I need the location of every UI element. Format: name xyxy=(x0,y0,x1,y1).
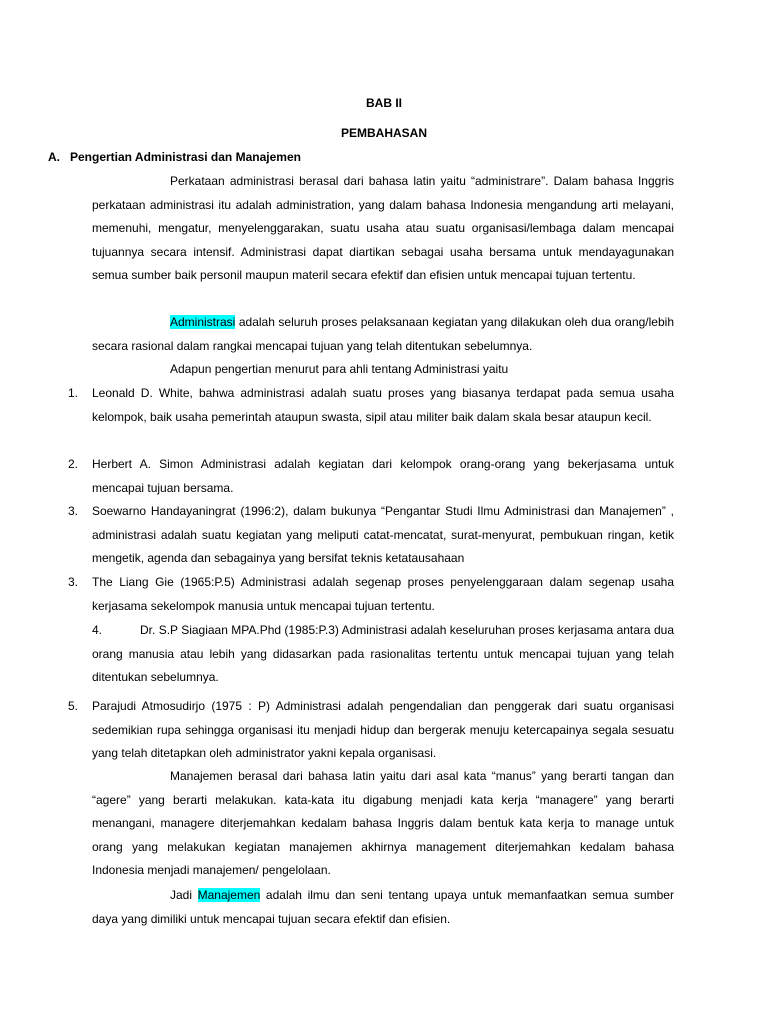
paragraph-manajemen-definition-text: adalah ilmu dan seni tentang upaya untuk memanfaatkan semua sumber daya yang dimiliki untuk mencapai tujuan secara efektif dan efisien. xyxy=(92,888,674,926)
paragraph-manajemen-prefix: Jadi xyxy=(170,888,198,902)
paragraph-manajemen-definition xyxy=(92,884,674,931)
section-title: Pengertian Administrasi dan Manajemen xyxy=(70,150,301,164)
chapter-subtitle: PEMBAHASAN xyxy=(340,126,427,140)
list-item xyxy=(68,695,674,766)
list-item-text: Herbert A. Simon Administrasi adalah kegiatan dari kelompok orang-orang yang bekerjasama untuk mencapai tujuan bersama. xyxy=(92,457,674,495)
paragraph-expert-intro: Adapun pengertian menurut para ahli tentang Administrasi yaitu xyxy=(170,362,509,376)
paragraph-manajemen-origin: Manajemen berasal dari bahasa latin yaitu dari asal kata “manus” yang berarti tangan dan “agere” yang berarti melakukan. kata-kata itu digabung menjadi kata kerja “managere” yang berarti menangani, managere diterjemahkan kedalam bahasa Inggris dalam bentuk kata kerja to manage untuk orang yang melakukan kegiatan manajemen akhirnya management diterjemahkan kedalam bahasa Indonesia menjadi manajemen/ pengelolaan. xyxy=(92,769,674,877)
highlighted-term-administrasi: Administrasi xyxy=(170,315,236,329)
paragraph-administrasi-origin: Perkataan administrasi berasal dari bahasa latin yaitu “administrare”. Dalam bahasa Inggris perkataan administrasi itu adalah administration, yang dalam bahasa Indonesia mengandung arti melayani, memenuhi, mengatur, menyelenggarakan, suatu usaha atau suatu organisasi/lembaga dalam mencapai tujuannya secara intensif. Administrasi dapat diartikan sebagai usaha bersama untuk mendayagunakan semua sumber baik personil maupun materil secara efektif dan efisien untuk mencapai tujuan tertentu. xyxy=(92,174,674,282)
list-item-text: Leonald D. White, bahwa administrasi adalah suatu proses yang biasanya terdapat pada semua usaha kelompok, baik usaha pemerintah ataupun swasta, sipil atau militer baik dalam skala besar ataupun kecil. xyxy=(92,386,674,424)
paragraph-administrasi-definition xyxy=(92,311,674,358)
list-item-number: 3. xyxy=(68,504,79,518)
list-item-text: Dr. S.P Siagiaan MPA.Phd (1985:P.3) Administrasi adalah keseluruhan proses kerjasama antara dua orang manusia atau lebih yang didasarkan pada rasionalitas tertentu untuk mencapai tujuan yang telah ditentukan sebelumnya. xyxy=(92,623,674,684)
list-item-number: 4. xyxy=(92,623,103,637)
section-number: A. xyxy=(48,150,60,164)
highlighted-term-manajemen: Manajemen xyxy=(197,888,261,902)
list-item xyxy=(68,500,674,571)
list-item xyxy=(68,382,674,429)
list-item-number: 3. xyxy=(68,575,79,589)
list-item-number: 1. xyxy=(68,386,79,400)
list-item xyxy=(68,453,674,500)
chapter-title: BAB II xyxy=(366,96,402,110)
list-item-number: 5. xyxy=(68,699,79,713)
list-item xyxy=(68,571,674,618)
list-item-text: The Liang Gie (1965:P.5) Administrasi adalah segenap proses penyelenggaraan dalam segenap usaha kerjasama sekelompok manusia untuk mencapai tujuan tertentu. xyxy=(92,575,674,613)
paragraph-administrasi-definition-text: adalah seluruh proses pelaksanaan kegiatan yang dilakukan oleh dua orang/lebih secara rasional dalam rangkai mencapai tujuan yang telah ditentukan sebelumnya. xyxy=(92,315,674,353)
list-item-number: 2. xyxy=(68,457,79,471)
list-item-text: Soewarno Handayaningrat (1996:2), dalam bukunya “Pengantar Studi Ilmu Administrasi dan Manajemen” , administrasi adalah suatu kegiatan yang meliputi catat-mencatat, surat-menyurat, pembukuan ringan, ketik mengetik, agenda dan sebagainya yang bersifat teknis ketatausahaan xyxy=(92,504,674,565)
list-item-text: Parajudi Atmosudirjo (1975 : P) Administrasi adalah pengendalian dan penggerak dari suatu organisasi sedemikian rupa sehingga organisasi itu menjadi hidup dan bergerak menuju ketercapainya segala sesuatu yang telah ditetapkan oleh administrator yakni kepala organisasi. xyxy=(92,699,674,760)
list-item xyxy=(92,619,674,690)
section-heading xyxy=(48,150,301,164)
